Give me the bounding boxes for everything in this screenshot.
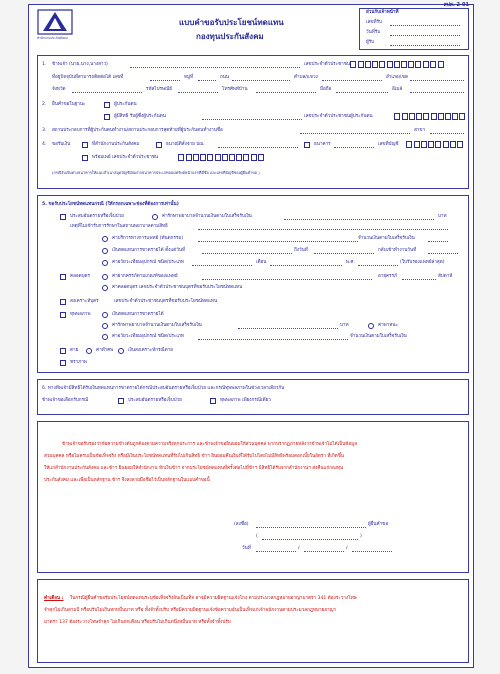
- digit-box[interactable]: [428, 141, 434, 148]
- s5-death-grant-radio[interactable]: [118, 348, 124, 354]
- section-benefit-claims: [37, 195, 469, 373]
- section-warning: [37, 579, 469, 663]
- sso-logo: [37, 9, 73, 41]
- digit-box[interactable]: [394, 61, 400, 68]
- digit-box[interactable]: [445, 113, 451, 120]
- digit-box[interactable]: [459, 113, 465, 120]
- s5-disab-prosthesis-radio[interactable]: [102, 334, 108, 340]
- s5-gestation-label: อายุครรภ์: [378, 274, 398, 279]
- logo-text: สำนักงานประกันสังคม: [37, 36, 68, 40]
- s5-prosthesis-radio[interactable]: [102, 260, 108, 266]
- q1-phone-label: โทรศัพท์บ้าน: [222, 87, 248, 92]
- date-month-field[interactable]: [304, 546, 344, 552]
- addr-subdistrict-field[interactable]: [322, 75, 382, 81]
- q1-id-label: เลขประจำตัวประชาชน: [304, 62, 351, 67]
- date-sep2: /: [346, 546, 348, 551]
- q2-insured-id-label: เลขประจำตัวประชาชนผู้ประกันตน: [304, 114, 373, 119]
- signature-field[interactable]: [256, 522, 366, 528]
- s5-child-id-label: เลขประจำตัวประชาชนบุตรที่ขอรับประโยชน์ทดแทน: [114, 299, 218, 304]
- s6-line1: 6. ทางทีพเจ้ามีสิทธิได้รับเงินทดแทนการขาดรายได้กรณีประสบอันตรายหรือเจ็บป่วย และกรณีทุพพลภาพในช่วงเวลาเดียวกัน: [42, 386, 285, 391]
- s5-disab-transport-label: ค่าพาหนะ: [378, 323, 398, 328]
- s5-delivery-radio[interactable]: [102, 285, 108, 291]
- q1-addr-no-label: ที่อยู่ปัจจุบันที่สามารถติดต่อได้ เลขที่: [52, 75, 124, 80]
- s5-funeral-radio[interactable]: [86, 348, 92, 354]
- q3-branch-label: สาขา: [414, 128, 426, 133]
- office-date-field[interactable]: [390, 30, 460, 36]
- q4-account-label: เลขที่บัญชี: [378, 142, 399, 147]
- digit-box[interactable]: [430, 61, 436, 68]
- signature-role: ผู้ยื่นคำขอ: [368, 522, 389, 527]
- q4-promptpay-checkbox[interactable]: [82, 155, 88, 161]
- s5-prosthesis-label: ค่าอวัยวะเทียมอุปกรณ์ ชนิด/ประเภท: [112, 260, 184, 265]
- s5-birth-label: คลอดบุตร: [70, 274, 90, 279]
- s5-income-to[interactable]: [314, 248, 374, 254]
- s5-sick-medical-label: ค่ารักษาพยาบาลจำนวนเงินตามใบเสร็จรับเงิน: [162, 214, 252, 219]
- addr-postcode-field[interactable]: [178, 87, 218, 93]
- s5-gestation-weeks[interactable]: [402, 274, 436, 280]
- account-digits[interactable]: [406, 141, 468, 149]
- signature-name-field[interactable]: [262, 534, 358, 540]
- date-year-field[interactable]: [352, 546, 392, 552]
- q4-promptpay-label: พร้อมเพย์ เลขประจำตัวประชาชน: [92, 155, 159, 160]
- addr-moo-field[interactable]: [198, 75, 216, 81]
- digit-box[interactable]: [416, 113, 422, 120]
- s5-income-to-label: ถึงวันที่: [294, 248, 308, 253]
- section-declaration: [37, 421, 469, 573]
- signature-paren-close: ): [360, 534, 362, 539]
- digit-box[interactable]: [243, 154, 249, 161]
- s5-disab-income-radio[interactable]: [102, 312, 108, 318]
- signature-paren-open: (: [256, 534, 258, 539]
- s5-prenatal-date[interactable]: [202, 274, 372, 280]
- q4-money-order-label: ธนาณัติสั่งจ่าย ปณ.: [166, 142, 205, 147]
- q4-num: 4.: [42, 142, 47, 147]
- s6-disability-label: ทุพพลภาพ เพียงกรณีเดียว: [220, 398, 271, 403]
- insured-id-digits[interactable]: [394, 113, 468, 121]
- s6-sick-label: ประสบอันตรายหรือเจ็บป่วย: [128, 398, 182, 403]
- post-office-field[interactable]: [218, 142, 298, 148]
- office-box-receiver: ผู้รับ: [366, 40, 375, 45]
- q4-money-order-checkbox[interactable]: [156, 142, 162, 148]
- s5-delivery-label: ค่าคลอดบุตร เลขประจำตัวประชาชนบุตรที่ขอรับประโยชน์ทดแทน: [112, 285, 243, 290]
- digit-box[interactable]: [457, 141, 463, 148]
- s5-disab-prosthesis-amount-label: จำนวนเงินตามใบเสร็จรับเงิน: [350, 334, 407, 339]
- digit-box[interactable]: [379, 61, 385, 68]
- s5-disability-label: ทุพพลภาพ: [70, 312, 91, 317]
- digit-box[interactable]: [215, 154, 221, 161]
- declaration-line2: ส่วนบุคคล หรือไม่ครบเป็นข้อเท็จจริง หรือมีเงินประโยชน์ทดแทนที่รับไปเกินสิทธิ ข้าฯ ยินยอมคืนเงินที่ได้รับไปโดยไม่มีสิทธิพร้อมดอกเบี้ยในอัตรา ที่เกิดขึ้น: [44, 454, 345, 459]
- addr-no-field[interactable]: [150, 75, 180, 81]
- s5-sick-label: ประสบอันตรายหรือเจ็บป่วย: [70, 214, 124, 219]
- s5-sick-checkbox[interactable]: [60, 214, 66, 220]
- digit-box[interactable]: [409, 113, 415, 120]
- office-box-title: ส่วนรับเจ้าหน้าที่: [366, 10, 399, 15]
- digit-box[interactable]: [200, 154, 206, 161]
- q1-email-label: อีเมล์: [392, 87, 403, 92]
- s5-dental-label: ค่าบริการทางการแพทย์ (ทันตกรรม): [112, 236, 184, 241]
- q4-note: (กรณีรับเงินทางธนาคารให้แนบสำเนาสมุดบัญชีเงินฝากธนาคารประเภทออมทรัพย์หน้าแรกที่มีชื่อ และเลขที่บัญชีของผู้ยื่นคำขอ ): [52, 170, 260, 175]
- s6-sick-checkbox[interactable]: [118, 398, 124, 404]
- date-day-field[interactable]: [256, 546, 296, 552]
- s5-prenatal-label: ค่าฝากครรภ์ตามเกณฑ์ของแพทย์: [112, 274, 178, 279]
- s5-birth-checkbox[interactable]: [60, 274, 66, 280]
- s5-sick-reason-label: เหตุที่ไม่เข้ารับการรักษาในสถานพยาบาลตามสิทธิ: [70, 224, 168, 229]
- s5-disab-transport-radio[interactable]: [368, 323, 374, 329]
- office-box-receipt-no: เลขที่รับ: [366, 20, 382, 25]
- digit-box[interactable]: [401, 61, 407, 68]
- s5-sick-medical-amount[interactable]: [284, 214, 434, 220]
- addr-province-field[interactable]: [72, 87, 142, 93]
- digit-box[interactable]: [415, 61, 421, 68]
- s5-income-loss-radio[interactable]: [102, 248, 108, 254]
- q1-district-label: อำเภอ/เขต: [386, 75, 408, 80]
- addr-phone-field[interactable]: [256, 87, 316, 93]
- q1-mobile-label: มือถือ: [320, 87, 332, 92]
- q4-bank-checkbox[interactable]: [304, 142, 310, 148]
- digit-box[interactable]: [207, 154, 213, 161]
- promptpay-id-digits[interactable]: [178, 154, 268, 162]
- digit-box[interactable]: [229, 154, 235, 161]
- s5-prenatal-radio[interactable]: [102, 274, 108, 280]
- digit-box[interactable]: [438, 113, 444, 120]
- s5-disab-medical-radio[interactable]: [102, 323, 108, 329]
- q2-beneficiary-label: ผู้มีสิทธิ รับผู้ซึ่งผู้ประกันตน: [114, 114, 166, 119]
- s6-line2: ข้าพเจ้าขอเลือกรับกรณี: [42, 398, 89, 403]
- warning-line1: ในกรณีผู้ยื่นคำขอรับประโยชน์ทดแทนระบุข้อเท็จจริงอันเป็นเท็จ อาจมีความผิดฐานแจ้งโกง ตามประมวลกฎหมายอาญามาตรา 341 ต้องระวางโทษ: [70, 596, 357, 601]
- digit-box[interactable]: [408, 61, 414, 68]
- digit-box[interactable]: [452, 113, 458, 120]
- q4-label: ขอรับเงิน: [52, 142, 71, 147]
- s5-disab-medical-label: ค่ารักษาพยาบาลจำนวนเงินตามใบเสร็จรับเงิน: [112, 323, 202, 328]
- warning-line2: จำคุกไม่เกินสามปี หรือปรับไม่เกินหกหมื่นบาท หรือ ทั้งจำทั้งปรับ หรือมีความผิดฐานแจ้งข้อความอันเป็นเท็จแก่เจ้าพนักงานตามประมวลกฎหมายอาญา: [44, 608, 337, 613]
- q1-subdistrict-label: ตำบล/แขวง: [294, 75, 318, 80]
- s5-prosthesis-month-label: เดือน: [256, 260, 267, 265]
- s5-child-label: สงเคราะห์บุตร: [70, 299, 99, 304]
- q3-num: 3.: [42, 128, 47, 133]
- s5-income-from[interactable]: [202, 248, 292, 254]
- digit-box[interactable]: [365, 61, 371, 68]
- q4-office-label: ที่สำนักงานประกันสังคม: [92, 142, 140, 147]
- q4-bank-label: ธนาคาร: [314, 142, 331, 147]
- office-receiver-field[interactable]: [390, 40, 460, 46]
- s5-income-loss-label: เงินทดแทนการขาดรายได้ ตั้งแต่วันที่: [112, 248, 186, 253]
- digit-box[interactable]: [236, 154, 242, 161]
- s5-return-date[interactable]: [428, 248, 458, 254]
- digit-box[interactable]: [394, 113, 400, 120]
- digit-box[interactable]: [406, 141, 412, 148]
- applicant-name-field[interactable]: [130, 62, 300, 68]
- s5-death-grant-label: เงินสงเคราะห์กรณีตาย: [128, 348, 173, 353]
- employer-name-field[interactable]: [300, 128, 410, 134]
- addr-mobile-field[interactable]: [336, 87, 388, 93]
- s5-prosthesis-note: (ใบรับรองแพทย์ล่าสุด): [400, 260, 445, 265]
- s5-disab-income-label: เงินทดแทนการขาดรายได้: [112, 312, 164, 317]
- digit-box[interactable]: [372, 61, 378, 68]
- digit-box[interactable]: [414, 141, 420, 148]
- q1-postcode-label: รหัสไปรษณีย์: [146, 87, 172, 92]
- s5-disab-medical-amount[interactable]: [238, 323, 338, 329]
- q2-num: 2.: [42, 102, 47, 107]
- s5-dental-type[interactable]: [198, 236, 358, 242]
- s5-prosthesis-month[interactable]: [270, 260, 342, 266]
- s5-dental-amount-label: จำนวนเงินตามใบเสร็จรับเงิน: [358, 236, 415, 241]
- digit-box[interactable]: [443, 141, 449, 148]
- s5-funeral-label: ค่าทำศพ: [96, 348, 114, 353]
- section-applicant-info: [37, 55, 469, 189]
- form-code: สปส. 2-01: [443, 2, 469, 8]
- s5-death-label: ตาย: [70, 348, 79, 353]
- digit-box[interactable]: [178, 154, 184, 161]
- q1-moo-label: หมู่ที่: [184, 75, 194, 80]
- s5-old-age-checkbox[interactable]: [60, 360, 66, 366]
- addr-road-field[interactable]: [232, 75, 290, 81]
- form-title-line1: แบบคำขอรับประโยชน์ทดแทน: [179, 18, 284, 27]
- digit-box[interactable]: [222, 154, 228, 161]
- q2-insured-checkbox[interactable]: [104, 102, 110, 108]
- s5-prosthesis-year[interactable]: [358, 260, 398, 266]
- date-sep1: /: [298, 546, 300, 551]
- digit-box[interactable]: [193, 154, 199, 161]
- q2-label: ยื่นคำขอในฐานะ: [52, 102, 86, 107]
- date-label: วันที่: [242, 546, 251, 551]
- s5-death-checkbox[interactable]: [60, 348, 66, 354]
- beneficiary-name-field[interactable]: [202, 114, 302, 120]
- warning-line3: มาตรา 137 ต้องระวางโทษจำคุก ไม่เกินหกเดือน หรือปรับไม่เกินหนึ่งหมื่นบาท หรือทั้งจำทั้งปรับ: [44, 620, 231, 625]
- digit-box[interactable]: [258, 154, 264, 161]
- sso-logo-icon: [37, 9, 73, 35]
- digit-box[interactable]: [421, 141, 427, 148]
- digit-box[interactable]: [438, 61, 444, 68]
- form-title-line2: กองทุนประกันสังคม: [196, 32, 264, 41]
- q1-province-label: จังหวัด: [52, 87, 66, 92]
- digit-box[interactable]: [387, 61, 393, 68]
- s5-sick-reason-field[interactable]: [198, 224, 448, 230]
- office-receipt-no-field[interactable]: [390, 20, 460, 26]
- office-box-date: วันที่รับ: [366, 30, 381, 35]
- digit-box[interactable]: [358, 61, 364, 68]
- s5-sick-medical-radio[interactable]: [152, 214, 158, 220]
- office-use-box: [359, 8, 469, 50]
- s5-return-label: กลับเข้าทำงานวันที่: [378, 248, 417, 253]
- s5-sick-unit: บาท: [438, 214, 447, 219]
- s6-disability-checkbox[interactable]: [210, 398, 216, 404]
- s5-disab-prosthesis-label: ค่าอวัยวะเทียมอุปกรณ์ ชนิด/ประเภท: [112, 334, 184, 339]
- s5-weeks-label: สัปดาห์: [438, 274, 453, 279]
- digit-box[interactable]: [251, 154, 257, 161]
- digit-box[interactable]: [450, 141, 456, 148]
- s5-prosthesis-type[interactable]: [192, 260, 252, 266]
- digit-box[interactable]: [402, 113, 408, 120]
- digit-box[interactable]: [350, 61, 356, 68]
- bank-name-field[interactable]: [334, 142, 374, 148]
- q1-road-label: ถนน: [220, 75, 230, 80]
- q4-office-checkbox[interactable]: [82, 142, 88, 148]
- applicant-id-digits[interactable]: [350, 61, 468, 69]
- form-page: [28, 4, 474, 668]
- section-choice: [37, 379, 469, 415]
- addr-district-field[interactable]: [410, 75, 464, 81]
- q3-label: สถานประกอบการที่ผู้ประกันตนทำงาน/สถานประกอบการสุดท้ายที่ผู้ประกันตนทำงานชื่อ: [52, 128, 223, 133]
- declaration-line1: ข้าพเจ้าขอรับรองว่าข้อความข้างต้นถูกต้องตามความจริงทุกประการ และข้าพเจ้าขอยินยอมให้ส่วนบุคคล พากปรากฏภายหลังว่าข้าพเจ้าไม่ได้เป็นข้อมูล: [62, 442, 358, 447]
- digit-box[interactable]: [423, 113, 429, 120]
- addr-email-field[interactable]: [410, 87, 464, 93]
- s5-disability-checkbox[interactable]: [60, 312, 66, 318]
- q1-num: 1.: [42, 62, 47, 67]
- s5-disab-prosthesis-type[interactable]: [198, 334, 348, 340]
- employer-branch-field[interactable]: [430, 128, 464, 134]
- s5-dental-amount[interactable]: [428, 236, 448, 242]
- digit-box[interactable]: [423, 61, 429, 68]
- digit-box[interactable]: [431, 113, 437, 120]
- digit-box[interactable]: [435, 141, 441, 148]
- declaration-line4: ประกันสังคม และเพื่อเป็นหลักฐาน ข้าฯ จึงลงลายมือชื่อไว้เป็นหลักฐานในแบบคำขอนี้: [44, 478, 210, 483]
- s5-old-age-label: ชราภาพ: [70, 360, 87, 365]
- digit-box[interactable]: [186, 154, 192, 161]
- q2-insured-label: ผู้ประกันตน: [114, 102, 137, 107]
- q1-name-label: ข้าพเจ้า (นาย,นาง,นางสาว): [52, 62, 108, 67]
- signature-label: (ลงชื่อ): [234, 522, 249, 527]
- s5-title: 5. ขอรับประโยชน์ทดแทนกรณี (ให้กรอกเฉพาะช่องที่ต้องการเท่านั้น): [42, 202, 179, 207]
- declaration-line3: ให้แก่สำนักงานประกันสังคม และข้าฯ ยินยอมให้สำนักงาน หักเงินข้าฯ จากประโยชน์ทดแทนที่ครั้งต่อไปที่ข้าฯ มีสิทธิได้รับจากสำนักงานฯ ส่งคืนแก่กองทุน: [44, 466, 344, 471]
- q2-beneficiary-checkbox[interactable]: [104, 114, 110, 120]
- s5-child-checkbox[interactable]: [60, 299, 66, 305]
- s5-prosthesis-year-label: พ.ศ.: [346, 260, 355, 265]
- s5-dental-radio[interactable]: [102, 236, 108, 242]
- warning-label: คำเตือน :: [44, 596, 64, 601]
- s5-disab-unit: บาท: [340, 323, 349, 328]
